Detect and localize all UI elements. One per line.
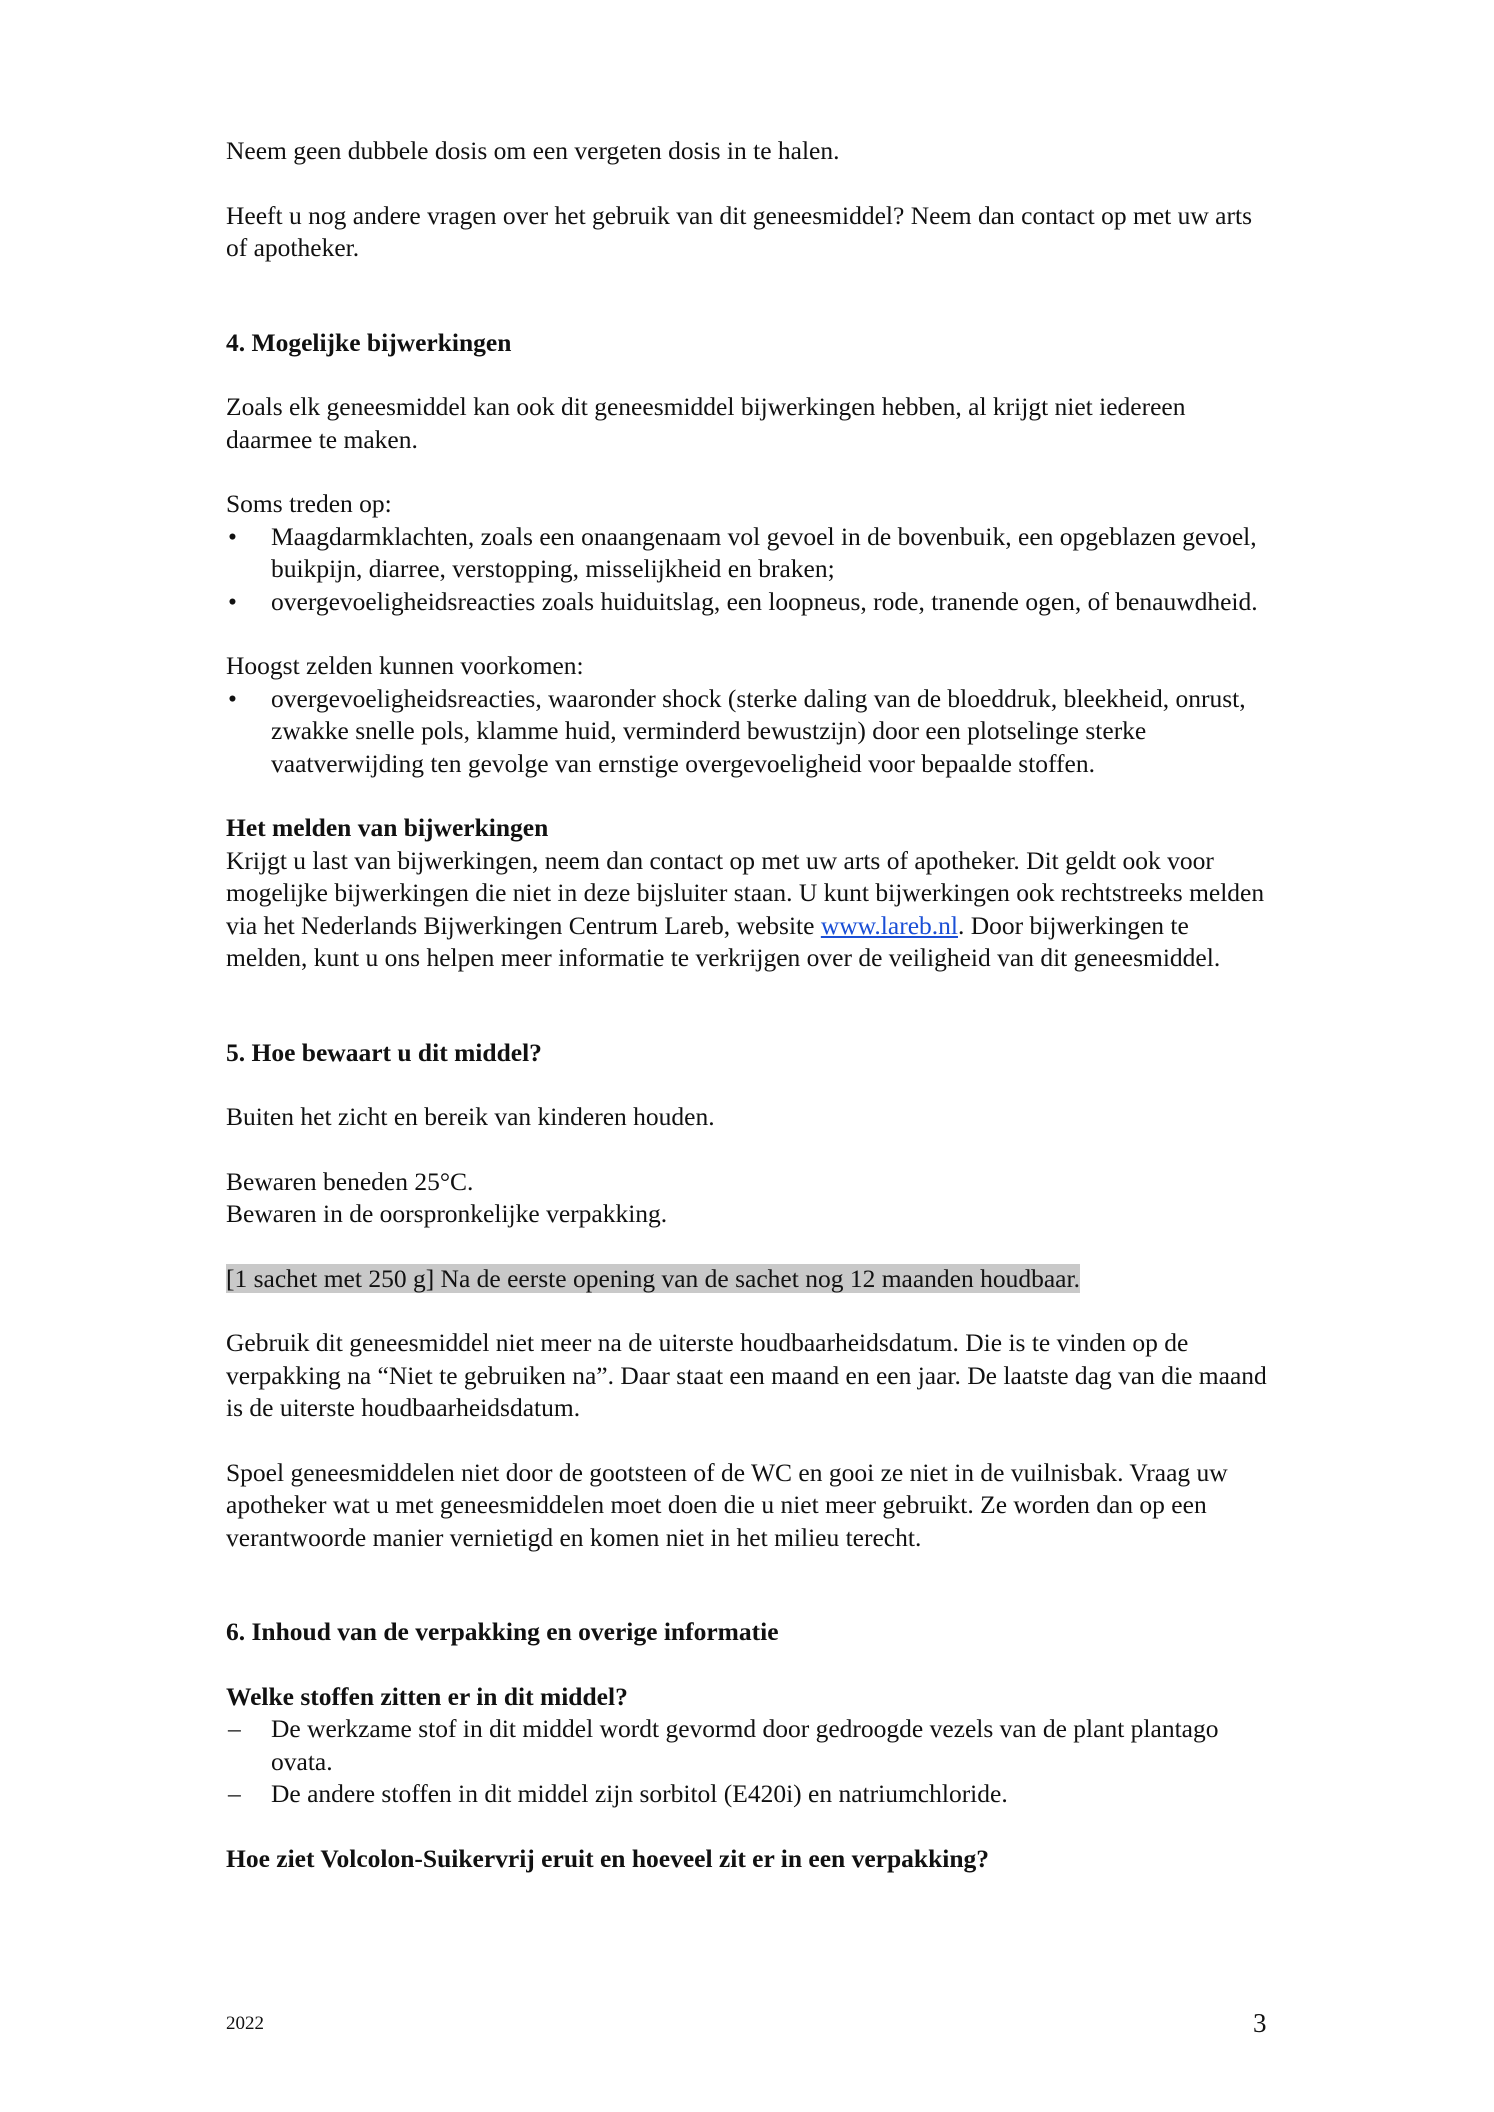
list-item: • overgevoeligheidsreacties zoals huiduitslag, een loopneus, rode, tranende ogen, of benauwdheid. [226,586,1276,619]
rare-label: Hoogst zelden kunnen voorkomen: [226,651,584,680]
ingredients-list [226,1713,1276,1811]
footer-year: 2022 [226,2013,264,2034]
appearance-subheading: Hoe ziet Volcolon-Suikervrij eruit en hoeveel zit er in een verpakking? [226,1843,990,1873]
storage-packaging: Bewaren in de oorspronkelijke verpakking. [226,1199,668,1228]
expiry-paragraph: Gebruik dit geneesmiddel niet meer na de uiterste houdbaarheidsdatum. Die is te vinden op de verpakking na “Niet te gebruiken na”. Daar staat een maand en een jaar. De laatste dag van die maand is de uiterste houdbaarheidsdatum. [226,1328,1267,1422]
dash-icon: – [228,1779,241,1808]
section-5-paragraph-1: Buiten het zicht en bereik van kinderen houden. [226,1102,715,1131]
page-number: 3 [1253,2008,1267,2038]
list-item: • Maagdarmklachten, zoals een onaangenaam vol gevoel in de bovenbuik, een opgeblazen gevoel, buikpijn, diarree, verstopping, misselijkheid en braken; [228,521,1257,583]
disposal-paragraph: Spoel geneesmiddelen niet door de gootsteen of de WC en gooi ze niet in de vuilnisbak. Vraag uw apotheker wat u met geneesmiddelen moet doen die u niet meer gebruikt. Ze worden dan op een verantwoorde manier vernietigd en komen niet in het milieu terecht. [226,1457,1228,1552]
bullet-icon: • [228,586,237,616]
intro-paragraph-2: Heeft u nog andere vragen over het gebruik van dit geneesmiddel? Neem dan contact op met uw arts of apotheker. [226,200,1252,262]
bullet-icon: • [228,521,237,551]
report-paragraph: Krijgt u last van bijwerkingen, neem dan contact op met uw arts of apotheker. Dit geldt ook voor mogelijke bijwerkingen die niet in deze bijsluiter staan. U kunt bijwerkingen ook rechtstreeks melden via het Nederlands Bijwerkingen Centrum Lareb, website www.lareb.nl. Door bijwerkingen te melden, kunt u ons helpen meer informatie te verkrijgen over de veiligheid van dit geneesmiddel. [226,845,1265,972]
sometimes-list [226,521,1276,619]
report-heading: Het melden van bijwerkingen [226,813,549,842]
storage-temperature: Bewaren beneden 25°C. [226,1166,474,1196]
dash-icon: – [228,1714,241,1743]
intro-paragraph-1: Neem geen dubbele dosis om een vergeten dosis in te halen. [226,136,840,165]
section-6-heading: 6. Inhoud van de verpakking en overige informatie [226,1617,779,1646]
section-5-heading: 5. Hoe bewaart u dit middel? [226,1037,542,1067]
ingredients-subheading: Welke stoffen zitten er in dit middel? [226,1681,628,1711]
highlighted-shelf-life: [1 sachet met 250 g] Na de eerste opening van de sachet nog 12 maanden houdbaar. [226,1263,1080,1293]
list-item: – De werkzame stof in dit middel wordt gevormd door gedroogde vezels van de plant plantago ovata. [228,1714,1219,1776]
bullet-icon: • [228,683,237,713]
sometimes-label: Soms treden op: [226,489,392,518]
list-item: – De andere stoffen in dit middel zijn sorbitol (E420i) en natriumchloride. [226,1778,1276,1811]
rare-list [226,683,1276,781]
list-item: • overgevoeligheidsreacties, waaronder shock (sterke daling van de bloeddruk, bleekheid, onrust, zwakke snelle pols, klamme huid, verminderd bewustzijn) door een plotselinge sterke vaatverwijding ten gevolge van ernstige overgevoeligheid voor bepaalde stoffen. [228,683,1246,778]
section-4-heading: 4. Mogelijke bijwerkingen [226,327,512,357]
lareb-link[interactable]: www.lareb.nl [820,910,958,940]
section-4-intro: Zoals elk geneesmiddel kan ook dit geneesmiddel bijwerkingen hebben, al krijgt niet iedereen daarmee te maken. [226,392,1186,454]
document-page [226,135,1276,1875]
